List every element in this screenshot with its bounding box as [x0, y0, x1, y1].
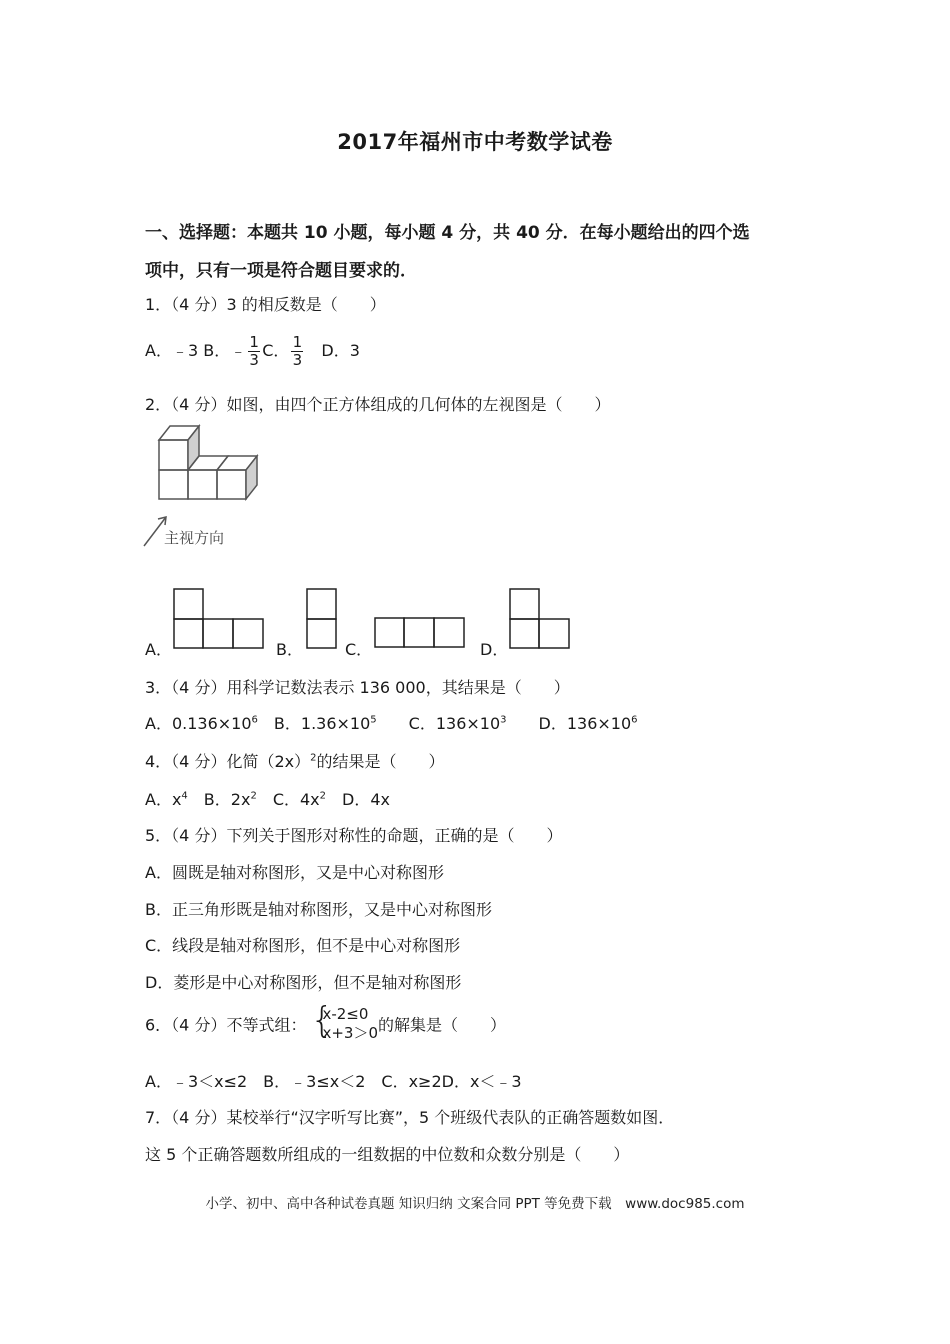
q6-stem-b: 的解集是（ ） — [378, 1015, 507, 1035]
question-4-options — [145, 787, 390, 810]
frac-numerator: 1 — [292, 333, 303, 351]
q5-option-c: C．线段是轴对称图形，但不是中心对称图形 — [145, 936, 461, 955]
q3-option-b: B．1.36×10 — [257, 714, 371, 733]
question-5-stem: 5．（4 分）下列关于图形对称性的命题，正确的是（ ） — [145, 826, 563, 845]
q1-fraction-b — [248, 334, 260, 369]
q3-exp-d: 6 — [631, 714, 638, 726]
question-1-stem: 1．（4 分）3 的相反数是（ ） — [145, 295, 386, 314]
q3-exp-c: 3 — [500, 714, 507, 726]
q3-option-d: D．136×10 — [506, 714, 632, 733]
q5-option-d: D．菱形是中心对称图形，但不是轴对称图形 — [145, 973, 462, 992]
q2-option-a-figure — [173, 588, 265, 650]
q2-label-a: A． — [145, 640, 172, 659]
question-7-line-1: 7．（4 分）某校举行“汉字听写比赛”，5 个班级代表队的正确答题数如图． — [145, 1108, 675, 1127]
q3-option-a: A．0.136×10 — [145, 714, 252, 733]
question-6-stem — [145, 1005, 506, 1043]
question-4-stem — [145, 749, 445, 772]
section-heading-line-2: 项中，只有一项是符合题目要求的． — [145, 261, 417, 281]
q2-label-d: D． — [480, 640, 509, 659]
q1-option-a-b: A．﹣3 B．﹣ — [145, 341, 247, 360]
question-7-line-2: 这 5 个正确答题数所组成的一组数据的中位数和众数分别是（ ） — [145, 1145, 630, 1164]
q6-inequality-1: { x-2≤0 — [322, 1005, 369, 1023]
q3-exp-a: 6 — [251, 714, 258, 726]
q2-option-b-figure — [306, 588, 338, 650]
frac-denominator: 3 — [249, 351, 259, 369]
q5-option-a: A．圆既是轴对称图形，又是中心对称图形 — [145, 863, 444, 882]
frac-numerator: 1 — [249, 333, 259, 351]
q1-option-c: C． — [262, 341, 290, 360]
q1-option-d: D．3 — [305, 341, 360, 360]
q4-option-b: B．2x — [187, 790, 251, 809]
frac-denominator: 3 — [292, 351, 303, 369]
question-2-stem: 2．（4 分）如图，由四个正方体组成的几何体的左视图是（ ） — [145, 395, 611, 414]
question-1-options — [145, 334, 360, 369]
q4-stem-b: 的结果是（ ） — [316, 752, 445, 771]
q4-exp-a: 4 — [181, 790, 188, 802]
q4-option-c: C．4x — [256, 790, 320, 809]
q1-fraction-c — [291, 334, 303, 369]
q4-exp-b: 2 — [250, 790, 257, 802]
q4-option-a: A．x — [145, 790, 182, 809]
q6-stem-a: 6．（4 分）不等式组： — [145, 1015, 307, 1035]
q3-exp-b: 5 — [370, 714, 377, 726]
q4-stem-a: 4．（4 分）化简（2x） — [145, 752, 311, 771]
q6-inequality-system — [310, 1005, 378, 1043]
question-3-stem: 3．（4 分）用科学记数法表示 136 000，其结果是（ ） — [145, 678, 570, 697]
section-heading-line-1: 一、选择题：本题共 10 小题，每小题 4 分，共 40 分．在每小题给出的四个选 — [145, 223, 750, 243]
q2-option-c-figure — [374, 617, 466, 649]
q6-options: A．﹣3＜x≤2 B．﹣3≤x＜2 C．x≥2D．x＜﹣3 — [145, 1072, 522, 1091]
q6-inequality-2: x+3＞0 — [322, 1024, 378, 1042]
q2-label-b: B． — [276, 640, 303, 659]
q5-option-b: B．正三角形既是轴对称图形，又是中心对称图形 — [145, 900, 492, 919]
page-footer: 小学、初中、高中各种试卷真题 知识归纳 文案合同 PPT 等免费下载 www.doc985.com — [205, 1196, 745, 1212]
q2-figure-caption: 主视方向 — [164, 529, 225, 547]
page-title: 2017年福州市中考数学试卷 — [337, 130, 613, 154]
q4-exp-c: 2 — [319, 790, 327, 802]
q3-option-c: C．136×10 — [376, 714, 501, 733]
q4-stem-exp: 2 — [310, 752, 317, 764]
q2-label-c: C． — [345, 640, 373, 659]
q2-option-d-figure — [509, 588, 571, 650]
question-3-options — [145, 711, 638, 734]
q4-option-d: D．4x — [326, 790, 390, 809]
